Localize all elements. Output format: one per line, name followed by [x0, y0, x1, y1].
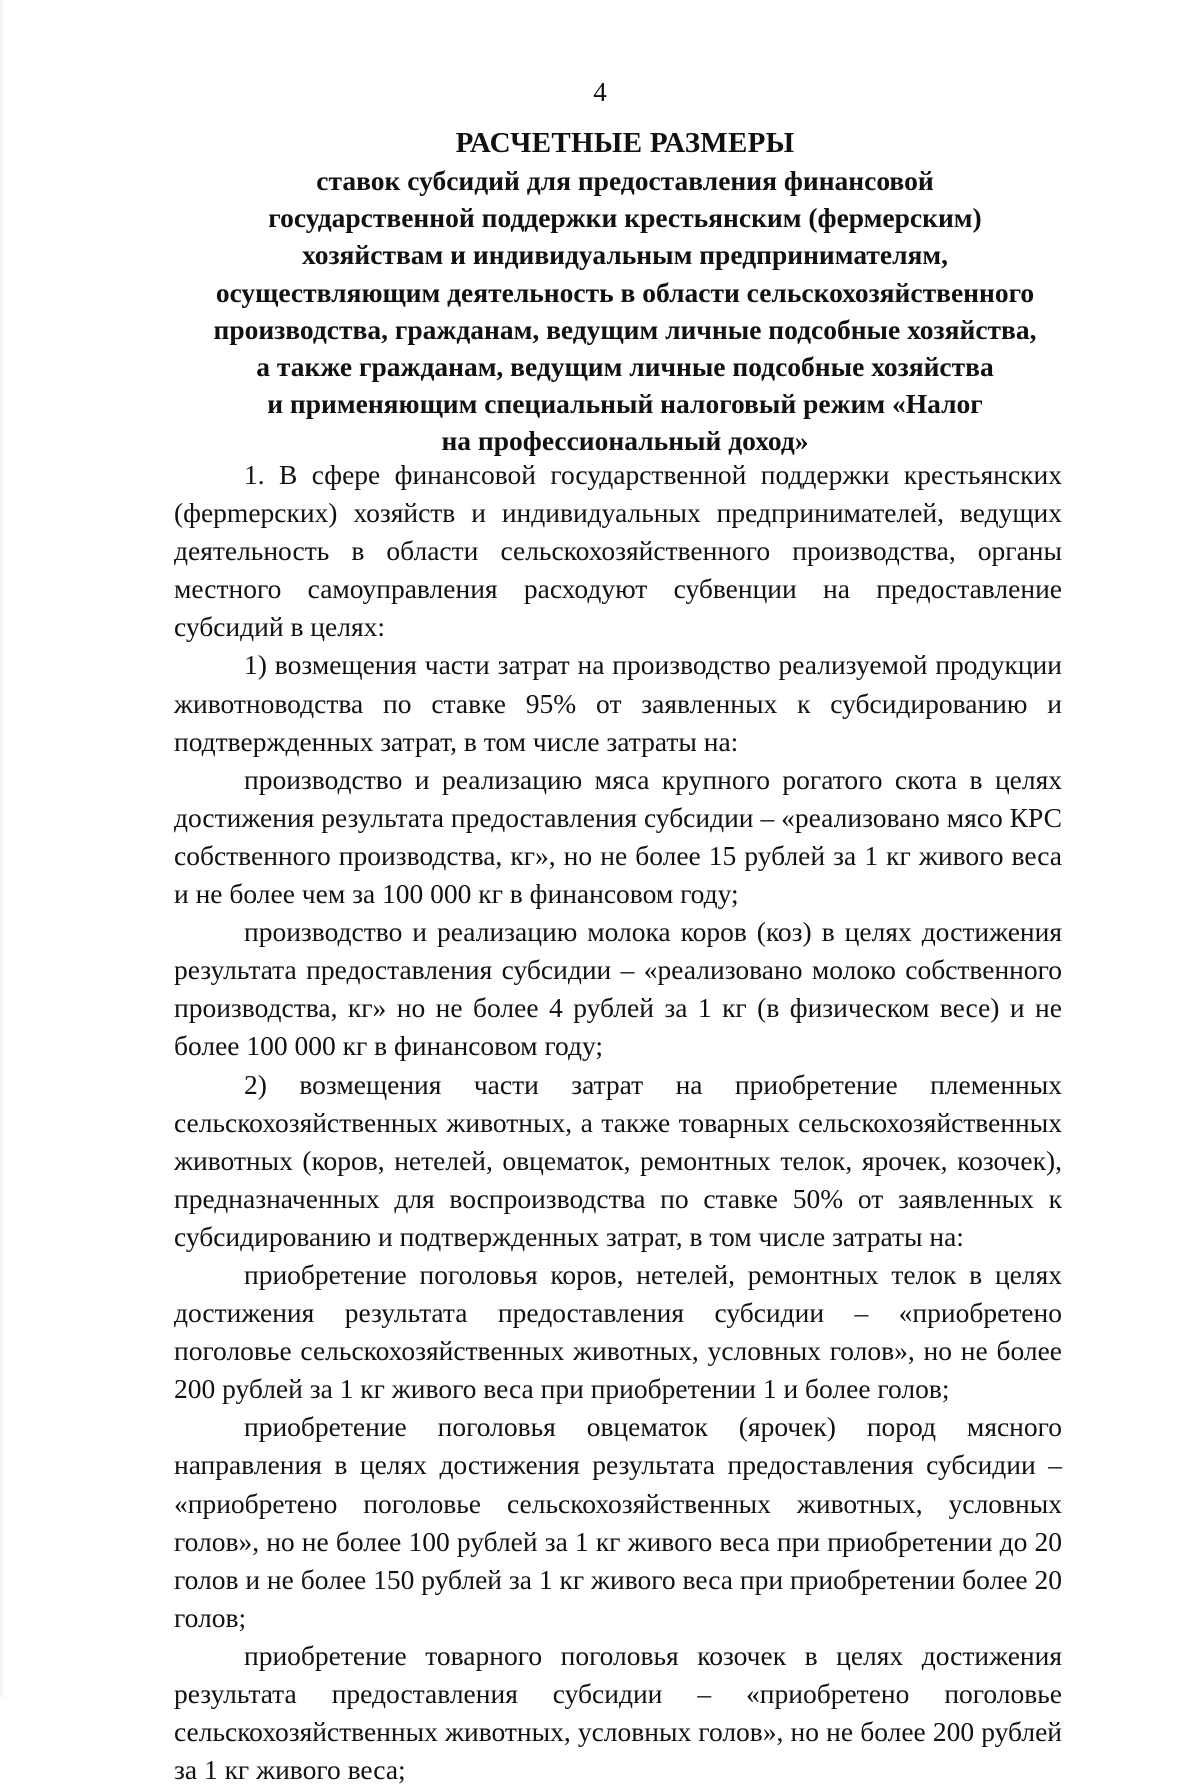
document-body — [174, 456, 1062, 1789]
paragraph-meat-production: производство и реализацию мяса крупного рогатого скота в целях достижения результата предоставления субсидии – «реализовано мясо КРС собственного производства, кг», но не более 15 рублей за 1 кг живого веса и не более чем за 100 000 кг в финансовом году; — [174, 763, 1062, 910]
paragraph-item-1: 1) возмещения части затрат на производство реализуемой продукции животноводства по ставке 95% от заявленных к субсидированию и подтвержденных затрат, в том числе затраты на: — [174, 649, 1062, 757]
title-heading: РАСЧЕТНЫЕ РАЗМЕРЫ — [455, 127, 795, 159]
document-title — [200, 124, 1050, 460]
title-line: государственной поддержки крестьянским (фермерским) — [268, 202, 982, 234]
paragraph-goat-purchase: приобретение товарного поголовья козочек в целях достижения результата предоставления субсидии – «приобретено поголовье сельскохозяйственных животных, условных голов», но не более 200 рублей за 1 кг живого веса; — [174, 1639, 1062, 1786]
paragraph-milk-production: производство и реализацию молока коров (коз) в целях достижения результата предоставления субсидии – «реализовано молоко собственного производства, кг» но не более 4 рублей за 1 кг (в физическом весе) и не более 100 000 кг в финансовом году; — [174, 916, 1062, 1062]
title-line: а также гражданам, ведущим личные подсобные хозяйства — [256, 351, 994, 383]
title-line: хозяйствам и индивидуальным предпринимателям, — [302, 239, 948, 271]
paragraph-item-2: 2) возмещения части затрат на приобретение племенных сельскохозяйственных животных, а также товарных сельскохозяйственных животных (коров, нетелей, овцематок, ремонтных телок, ярочек, козочек), предназначенных для воспроизводства по ставке 50% от заявленных к субсидированию и подтвержденных затрат, в том числе затраты на: — [174, 1068, 1062, 1252]
title-line: на профессиональный доход» — [441, 425, 809, 457]
page-number: 4 — [593, 77, 607, 107]
title-line: ставок субсидий для предоставления финансовой — [316, 165, 934, 196]
scan-edge — [0, 0, 6, 1697]
paragraph-cattle-purchase: приобретение поголовья коров, нетелей, ремонтных телок в целях достижения результата предоставления субсидии – «приобретено поголовье сельскохозяйственных животных, условных голов», но не более 200 рублей за 1 кг живого веса при приобретении 1 и более голов; — [174, 1258, 1062, 1405]
title-line: и применяющим специальный налоговый режим «Налог — [267, 388, 983, 420]
title-line: производства, гражданам, ведущим личные подсобные хозяйства, — [213, 313, 1037, 345]
title-line: осуществляющим деятельность в области сельскохозяйственного — [215, 276, 1035, 308]
paragraph-sheep-purchase: приобретение поголовья овцематок (ярочек) пород мясного направления в целях достижения результата предоставления субсидии – «приобретено поголовье сельскохозяйственных животных, условных голов», но не более 100 рублей за 1 кг живого веса при приобретении до 20 голов и не более 150 рублей за 1 кг живого веса при приобретении более 20 голов; — [174, 1411, 1062, 1633]
paragraph-section-1: 1. В сфере финансовой государственной поддержки крестьянских (ферmерских) хозяйств и индивидуальных предпринимателей, ведущих деятельность в области сельскохозяйственного производства, органы местного самоуправления расходуют субвенции на предоставление субсидий в целях: — [174, 459, 1062, 643]
